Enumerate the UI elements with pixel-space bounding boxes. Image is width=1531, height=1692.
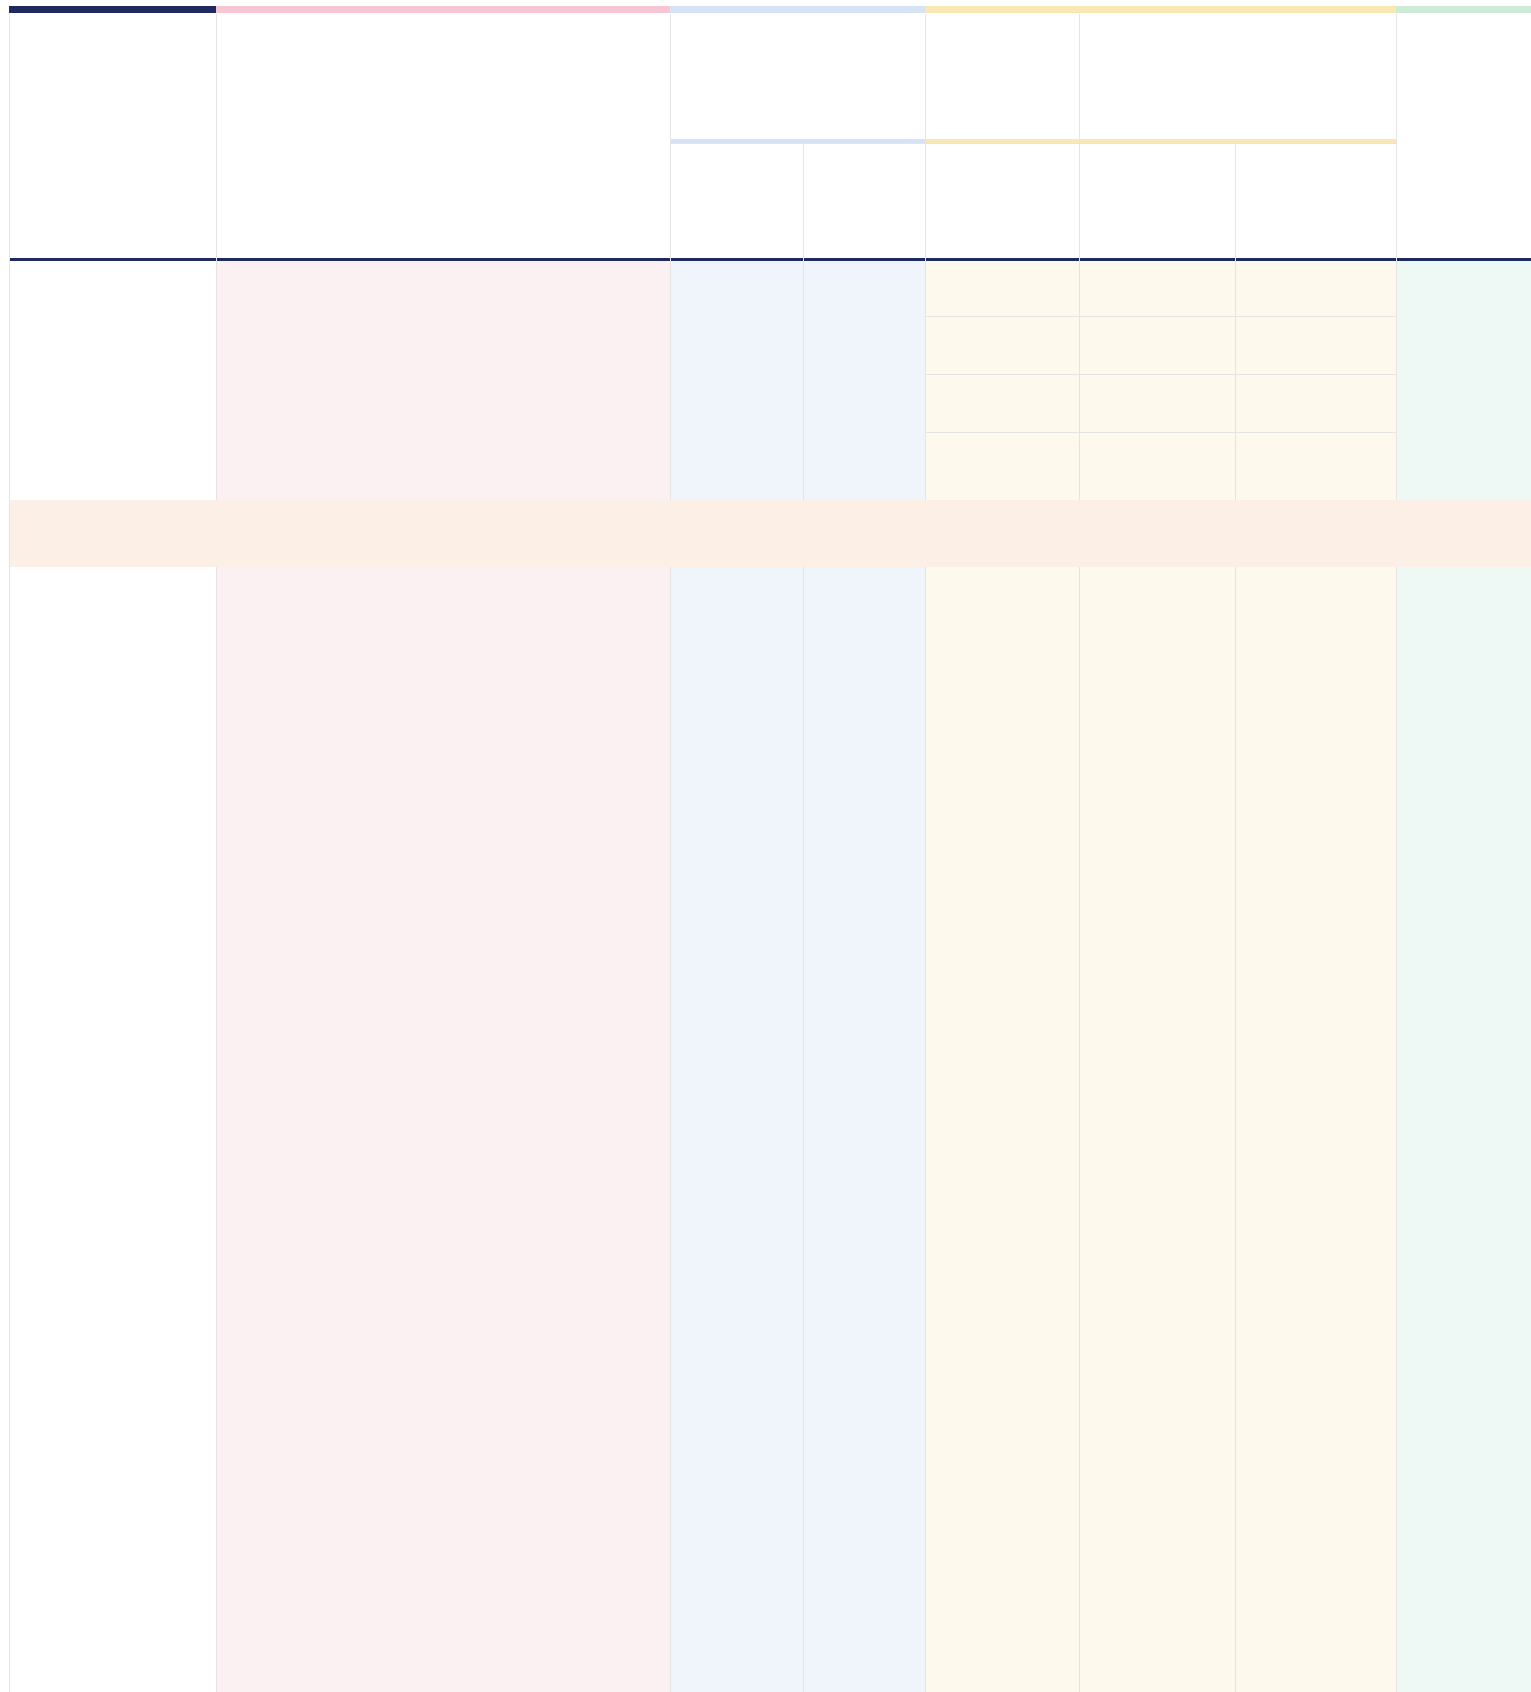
header-color-bar <box>1396 6 1531 13</box>
row-divider <box>670 143 1396 144</box>
row-divider <box>925 432 1396 433</box>
column-divider <box>1396 14 1397 500</box>
column-divider <box>925 14 926 500</box>
exemption-cell-bg <box>216 261 670 500</box>
column-divider <box>216 14 217 500</box>
column-divider <box>803 143 804 500</box>
column-divider <box>216 567 217 1692</box>
exemption-cell-bg <box>216 567 670 1692</box>
header-color-bar <box>670 6 925 13</box>
row-divider <box>925 316 1396 317</box>
row-divider <box>925 374 1396 375</box>
fish-slices-icon <box>38 328 148 418</box>
column-divider <box>1235 143 1236 500</box>
column-divider <box>9 14 10 1692</box>
category-bg <box>9 500 1531 567</box>
column-divider <box>1235 567 1236 1692</box>
world-export-cell-bg <box>670 567 925 1692</box>
column-divider <box>925 567 926 1692</box>
world-export-cell-bg <box>670 261 925 500</box>
rank-cell-bg <box>1396 567 1531 1692</box>
fta-market-cell-bg <box>925 567 1396 1692</box>
header-color-bar <box>925 6 1396 13</box>
column-divider <box>1079 567 1080 1692</box>
rank-cell-bg <box>1396 261 1531 500</box>
fta-market-cell-bg <box>925 261 1396 500</box>
column-divider <box>670 14 671 500</box>
column-divider <box>803 567 804 1692</box>
column-divider <box>1079 14 1080 500</box>
header-color-bar <box>216 6 670 13</box>
column-divider <box>670 567 671 1692</box>
header-color-bar <box>9 6 216 13</box>
column-divider <box>1396 567 1397 1692</box>
